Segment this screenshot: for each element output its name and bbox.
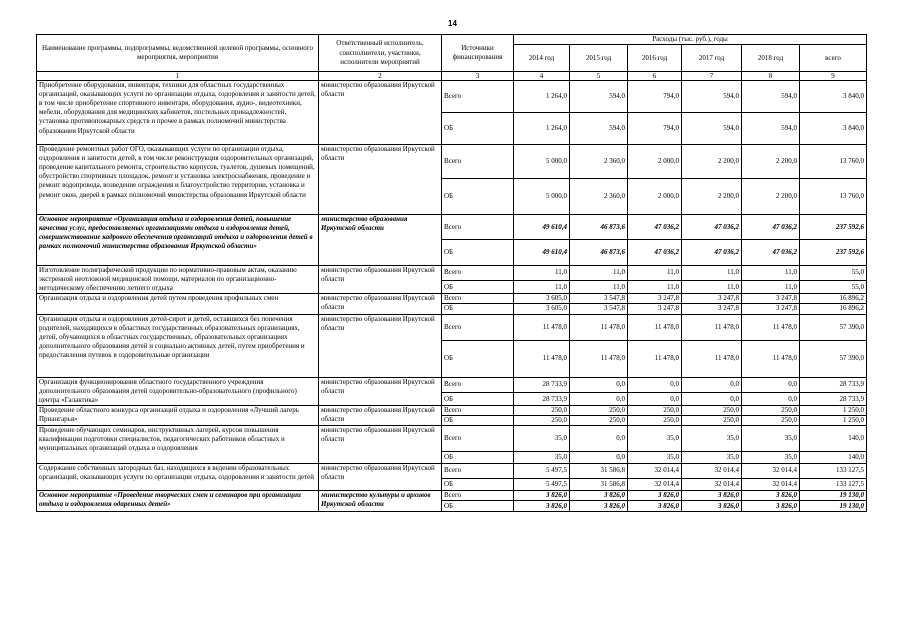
- total-value: 3 840,0: [800, 113, 867, 145]
- header-year: 2014 год: [514, 45, 570, 72]
- funding-source: ОБ: [442, 393, 514, 406]
- year-value: 0,0: [570, 377, 628, 393]
- year-value: 250,0: [628, 405, 682, 415]
- year-value: 2 200,0: [682, 145, 742, 179]
- year-value: 49 610,4: [514, 240, 570, 266]
- table-row: [37, 294, 867, 304]
- total-value: 57 390,0: [800, 314, 867, 340]
- funding-source: Всего: [442, 145, 514, 179]
- total-value: 19 130,0: [800, 501, 867, 512]
- funding-source: ОБ: [442, 240, 514, 266]
- executor: министерство образования Иркутской области: [319, 314, 442, 377]
- funding-source: ОБ: [442, 280, 514, 294]
- funding-source: ОБ: [442, 479, 514, 491]
- year-value: 250,0: [628, 415, 682, 425]
- year-value: 11 478,0: [742, 340, 800, 377]
- executor: министерство культуры и архивов Иркутской области: [319, 491, 442, 512]
- activity-name: Изготовление полиграфической продукции по нормативно-правовым актам, оказанию экстренной неотложной медицинской помощи, материалов по организационно-методическому обеспечению летнего отдыха: [37, 266, 319, 294]
- column-number: 7: [682, 72, 742, 81]
- year-value: 35,0: [742, 426, 800, 452]
- executor: министерство образования Иркутской области: [319, 81, 442, 145]
- year-value: 250,0: [514, 415, 570, 425]
- header-source: Источники финансирования: [442, 35, 514, 72]
- funding-source: ОБ: [442, 113, 514, 145]
- header-executor: Ответственный исполнитель, соисполнители, участники, исполнители мероприятий: [319, 35, 442, 72]
- year-value: 47 036,2: [742, 215, 800, 240]
- year-value: 250,0: [514, 405, 570, 415]
- year-value: 3 247,8: [742, 304, 800, 314]
- year-value: 47 036,2: [682, 240, 742, 266]
- total-value: 140,0: [800, 452, 867, 464]
- column-number: 1: [37, 72, 319, 81]
- funding-source: Всего: [442, 81, 514, 113]
- total-value: 237 592,6: [800, 215, 867, 240]
- year-value: 11,0: [514, 280, 570, 294]
- table-row: [37, 145, 867, 179]
- header-expenses: Расходы (тыс. руб.), годы: [514, 35, 867, 45]
- activity-name: Проведение обучающих семинаров, инструктивных лагерей, курсов повышения квалификации подготовки специалистов, педагогических работников областных и муниципальных организаций отдыха и оздоровления: [37, 426, 319, 464]
- activity-name: Организация отдыха и оздоровления детей-сирот и детей, оставшихся без попечения родителей, находящихся в областных государственных образовательных организациях, детей, обучающихся в областных государственных, образовательных организациях дополнительного образования детей и социально активных детей, путем приобретения и предоставления путевок в оздоровительные организации: [37, 314, 319, 377]
- funding-source: Всего: [442, 491, 514, 501]
- column-number: 8: [742, 72, 800, 81]
- year-value: 794,0: [628, 81, 682, 113]
- header-year: 2015 год: [570, 45, 628, 72]
- executor: министерство образования Иркутской области: [319, 294, 442, 314]
- table-row: [37, 426, 867, 452]
- year-value: 250,0: [570, 405, 628, 415]
- year-value: 35,0: [514, 452, 570, 464]
- total-value: 19 130,0: [800, 491, 867, 501]
- year-value: 594,0: [570, 81, 628, 113]
- funding-source: ОБ: [442, 452, 514, 464]
- year-value: 594,0: [682, 81, 742, 113]
- year-value: 32 014,4: [742, 464, 800, 479]
- total-value: 3 840,0: [800, 81, 867, 113]
- activity-name: Основное мероприятие «Проведение творческих смен и семинаров при организации отдыха и оздоровления одаренных детей»: [37, 491, 319, 512]
- year-value: 47 036,2: [628, 215, 682, 240]
- year-value: 594,0: [682, 113, 742, 145]
- total-value: 55,0: [800, 280, 867, 294]
- header-name: Наименование программы, подпрограммы, ведомственной целевой программы, основного мероприятия, мероприятия: [37, 35, 319, 72]
- year-value: 3 247,8: [628, 304, 682, 314]
- year-value: 5 497,5: [514, 479, 570, 491]
- year-value: 11,0: [742, 266, 800, 281]
- year-value: 250,0: [682, 405, 742, 415]
- executor: министерство образования Иркутской области: [319, 266, 442, 294]
- header-year: 2016 год: [628, 45, 682, 72]
- total-value: 237 592,6: [800, 240, 867, 266]
- year-value: 11 478,0: [514, 340, 570, 377]
- year-value: 11 478,0: [742, 314, 800, 340]
- year-value: 11 478,0: [682, 340, 742, 377]
- year-value: 594,0: [742, 81, 800, 113]
- year-value: 3 247,8: [682, 304, 742, 314]
- table-row: [37, 377, 867, 393]
- funding-source: Всего: [442, 314, 514, 340]
- activity-name: Организация функционирования областного государственного учреждения дополнительного образования детей оздоровительно-образовательного (профильного) центра «Галактика»: [37, 377, 319, 405]
- year-value: 3 826,0: [628, 501, 682, 512]
- total-value: 133 127,5: [800, 464, 867, 479]
- year-value: 3 605,0: [514, 294, 570, 304]
- year-value: 35,0: [628, 426, 682, 452]
- year-value: 3 547,8: [570, 304, 628, 314]
- column-number: 2: [319, 72, 442, 81]
- year-value: 0,0: [628, 393, 682, 406]
- total-value: 16 896,2: [800, 294, 867, 304]
- year-value: 5 497,5: [514, 464, 570, 479]
- total-value: 28 733,9: [800, 377, 867, 393]
- executor: министерство образования Иркутской области: [319, 145, 442, 215]
- funding-source: ОБ: [442, 501, 514, 512]
- year-value: 2 000,0: [628, 179, 682, 215]
- year-value: 35,0: [514, 426, 570, 452]
- year-value: 31 586,8: [570, 464, 628, 479]
- year-value: 35,0: [682, 426, 742, 452]
- funding-source: Всего: [442, 294, 514, 304]
- total-value: 28 733,9: [800, 393, 867, 406]
- funding-source: ОБ: [442, 415, 514, 425]
- year-value: 250,0: [570, 415, 628, 425]
- table-row: [37, 314, 867, 340]
- year-value: 11,0: [628, 280, 682, 294]
- year-value: 0,0: [682, 393, 742, 406]
- year-value: 3 247,8: [742, 294, 800, 304]
- year-value: 11 478,0: [682, 314, 742, 340]
- column-number: 9: [800, 72, 867, 81]
- total-value: 1 250,0: [800, 405, 867, 415]
- year-value: 3 826,0: [570, 501, 628, 512]
- executor: министерство образования Иркутской области: [319, 426, 442, 464]
- total-value: 133 127,5: [800, 479, 867, 491]
- year-value: 47 036,2: [742, 240, 800, 266]
- funding-source: Всего: [442, 377, 514, 393]
- year-value: 35,0: [682, 452, 742, 464]
- year-value: 11,0: [628, 266, 682, 281]
- table-row: [37, 405, 867, 415]
- table-row: [37, 491, 867, 501]
- year-value: 28 733,9: [514, 377, 570, 393]
- year-value: 2 200,0: [742, 145, 800, 179]
- budget-table: [36, 34, 867, 512]
- year-value: 5 000,0: [514, 145, 570, 179]
- year-value: 3 247,8: [682, 294, 742, 304]
- total-value: 13 760,0: [800, 179, 867, 215]
- year-value: 3 826,0: [682, 501, 742, 512]
- year-value: 0,0: [742, 393, 800, 406]
- year-value: 3 547,8: [570, 294, 628, 304]
- year-value: 32 014,4: [628, 479, 682, 491]
- year-value: 11,0: [570, 266, 628, 281]
- year-value: 11 478,0: [628, 340, 682, 377]
- year-value: 31 586,8: [570, 479, 628, 491]
- page-number: 14: [448, 19, 457, 28]
- year-value: 3 826,0: [514, 491, 570, 501]
- total-value: 140,0: [800, 426, 867, 452]
- year-value: 3 247,8: [628, 294, 682, 304]
- funding-source: Всего: [442, 464, 514, 479]
- funding-source: ОБ: [442, 179, 514, 215]
- year-value: 46 873,6: [570, 240, 628, 266]
- year-value: 2 200,0: [742, 179, 800, 215]
- table-row: [37, 215, 867, 240]
- executor: министерство образования Иркутской области: [319, 377, 442, 405]
- year-value: 28 733,9: [514, 393, 570, 406]
- year-value: 1 264,0: [514, 113, 570, 145]
- year-value: 3 605,0: [514, 304, 570, 314]
- header-year: 2018 год: [742, 45, 800, 72]
- activity-name: Проведение областного конкурса организаций отдыха и оздоровления «Лучший лагерь Приангарья»: [37, 405, 319, 425]
- year-value: 47 036,2: [628, 240, 682, 266]
- executor: министерство образования Иркутской области: [319, 215, 442, 266]
- funding-source: Всего: [442, 215, 514, 240]
- year-value: 11,0: [514, 266, 570, 281]
- year-value: 594,0: [742, 113, 800, 145]
- header-year: всего: [800, 45, 867, 72]
- executor: министерство образования Иркутской области: [319, 405, 442, 425]
- year-value: 3 826,0: [742, 491, 800, 501]
- year-value: 32 014,4: [742, 479, 800, 491]
- year-value: 32 014,4: [682, 464, 742, 479]
- total-value: 55,0: [800, 266, 867, 281]
- column-number: 6: [628, 72, 682, 81]
- year-value: 49 610,4: [514, 215, 570, 240]
- activity-name: Организация отдыха и оздоровления детей путем проведения профильных смен: [37, 294, 319, 314]
- table-row: [37, 266, 867, 281]
- total-value: 1 250,0: [800, 415, 867, 425]
- year-value: 11,0: [682, 266, 742, 281]
- year-value: 0,0: [570, 426, 628, 452]
- year-value: 0,0: [628, 377, 682, 393]
- column-number: 5: [570, 72, 628, 81]
- year-value: 35,0: [628, 452, 682, 464]
- activity-name: Проведение ремонтных работ ОГО, оказывающих услуги по организации отдыха, оздоровления и занятости детей, в том числе реконструкция оздоровительных организаций, проведение капитального ремонта, строительство корпусов, туалетов, душевых помещений, обустройство спортивных площадок, ремонт и установка электроснабжения, проведение и ремонт водопровода, возведение ограждения и благоустройство территории, установка и ремонт окон, дверей в рамках полномочий министерства образования Иркутской области: [37, 145, 319, 215]
- funding-source: Всего: [442, 426, 514, 452]
- year-value: 35,0: [742, 452, 800, 464]
- table-row: [37, 464, 867, 479]
- year-value: 5 000,0: [514, 179, 570, 215]
- table-row: [37, 81, 867, 113]
- year-value: 2 360,0: [570, 179, 628, 215]
- column-number: 4: [514, 72, 570, 81]
- year-value: 3 826,0: [570, 491, 628, 501]
- funding-source: ОБ: [442, 340, 514, 377]
- year-value: 47 036,2: [682, 215, 742, 240]
- year-value: 2 000,0: [628, 145, 682, 179]
- year-value: 3 826,0: [514, 501, 570, 512]
- header-year: 2017 год: [682, 45, 742, 72]
- year-value: 794,0: [628, 113, 682, 145]
- year-value: 0,0: [742, 377, 800, 393]
- year-value: 11,0: [742, 280, 800, 294]
- year-value: 0,0: [570, 452, 628, 464]
- year-value: 32 014,4: [628, 464, 682, 479]
- column-number: 3: [442, 72, 514, 81]
- year-value: 11 478,0: [514, 314, 570, 340]
- year-value: 250,0: [682, 415, 742, 425]
- year-value: 11,0: [570, 280, 628, 294]
- year-value: 46 873,6: [570, 215, 628, 240]
- funding-source: Всего: [442, 266, 514, 281]
- year-value: 3 826,0: [742, 501, 800, 512]
- year-value: 11 478,0: [570, 314, 628, 340]
- total-value: 16 896,2: [800, 304, 867, 314]
- year-value: 32 014,4: [682, 479, 742, 491]
- year-value: 2 200,0: [682, 179, 742, 215]
- funding-source: ОБ: [442, 304, 514, 314]
- funding-source: Всего: [442, 405, 514, 415]
- year-value: 250,0: [742, 415, 800, 425]
- year-value: 0,0: [682, 377, 742, 393]
- year-value: 1 264,0: [514, 81, 570, 113]
- activity-name: Содержание собственных загородных баз, находящихся в ведении образовательных организаций, оказывающих услуги по организации отдыха, оздоровления и занятости детей: [37, 464, 319, 491]
- year-value: 11 478,0: [570, 340, 628, 377]
- year-value: 3 826,0: [682, 491, 742, 501]
- activity-name: Приобретение оборудования, инвентаря, техники для областных государственных организаций, оказывающих услуги по организации отдыха, оздоровления и занятости детей, в том числе приобретение спортивного инвентаря, оборудования, аудио-, видеотехники, мебели, оборудования для медицинских кабинетов, постельных принадлежностей, установка противопожарных средств и прочее в рамках полномочий министерства образования Иркутской области: [37, 81, 319, 145]
- year-value: 2 360,0: [570, 145, 628, 179]
- total-value: 13 760,0: [800, 145, 867, 179]
- year-value: 0,0: [570, 393, 628, 406]
- year-value: 11,0: [682, 280, 742, 294]
- executor: министерство образования Иркутской области: [319, 464, 442, 491]
- total-value: 57 390,0: [800, 340, 867, 377]
- year-value: 11 478,0: [628, 314, 682, 340]
- year-value: 594,0: [570, 113, 628, 145]
- activity-name: Основное мероприятие «Организация отдыха и оздоровления детей, повышение качества услуг, предоставляемых организациями отдыха и оздоровления детей, совершенствование кадрового обеспечения организаций отдыха и оздоровления детей в рамках полномочий министерства образования Иркутской области»: [37, 215, 319, 266]
- year-value: 3 826,0: [628, 491, 682, 501]
- year-value: 250,0: [742, 405, 800, 415]
